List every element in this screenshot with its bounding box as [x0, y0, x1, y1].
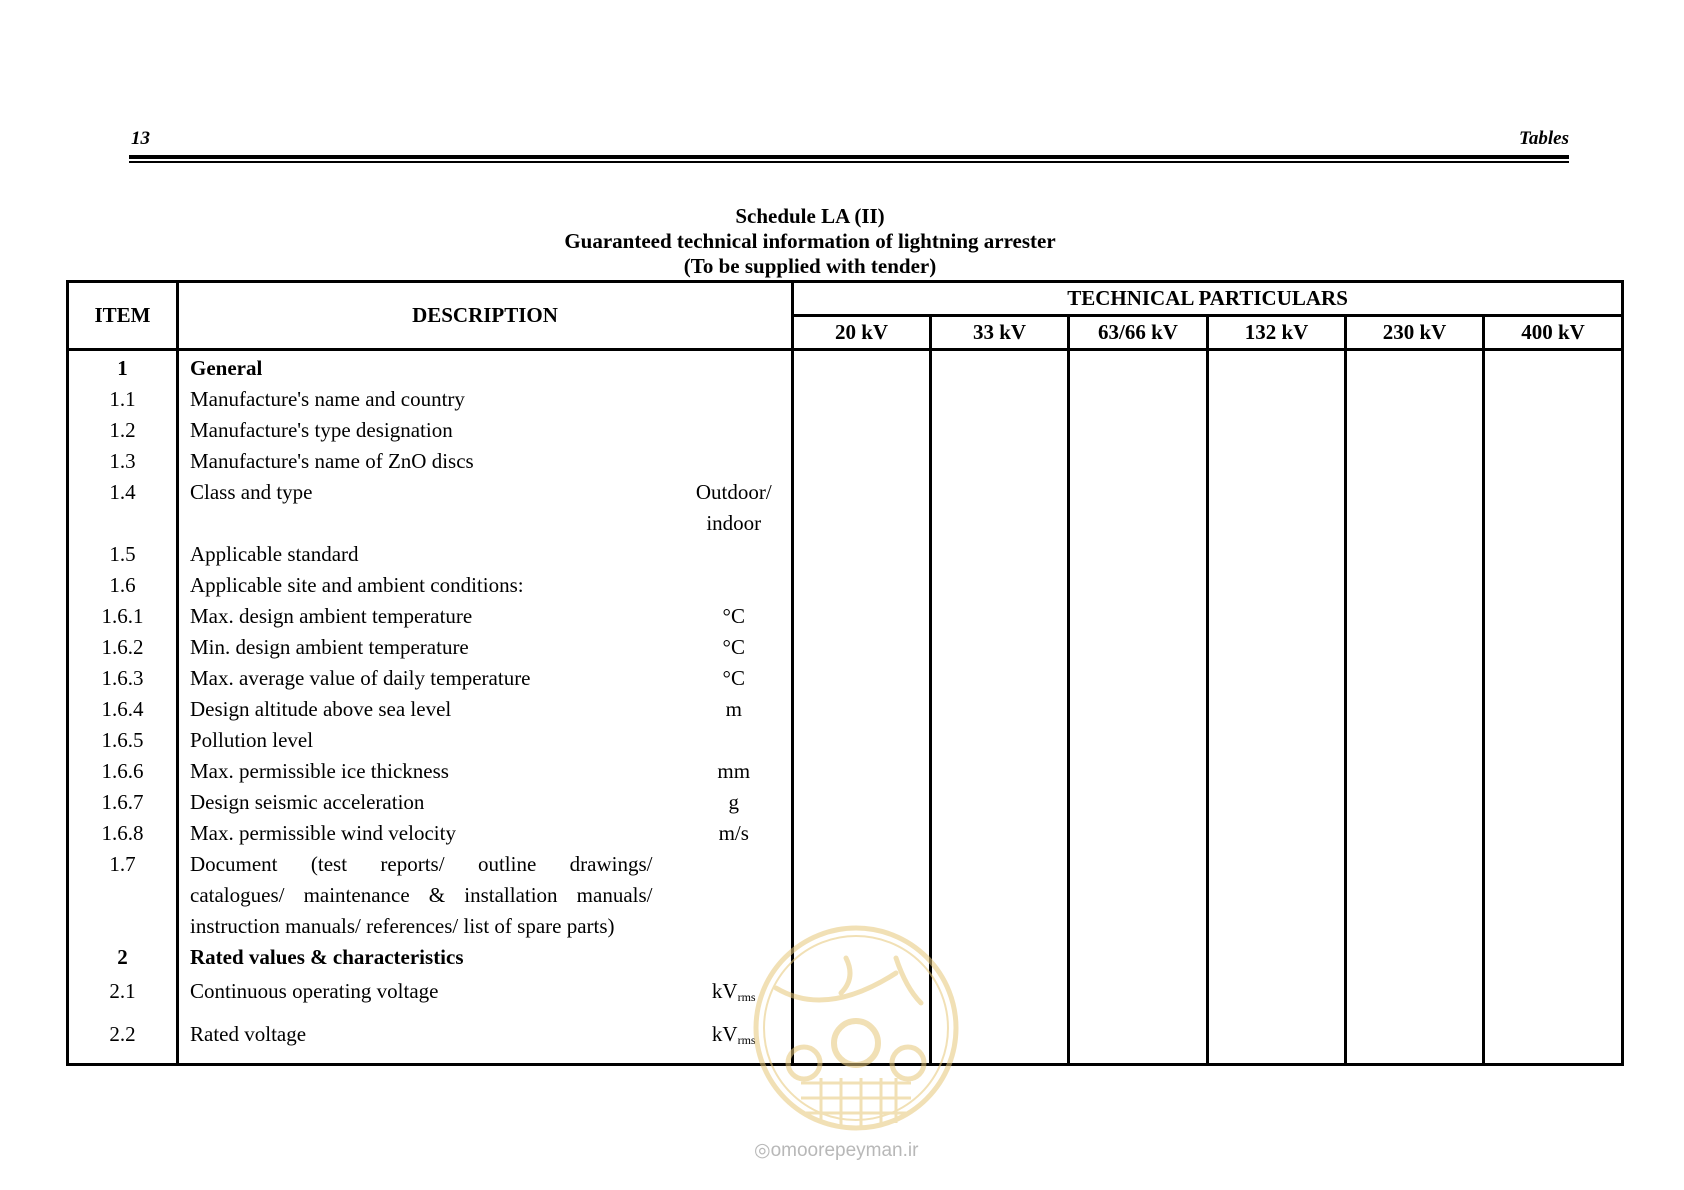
technical-value-cell[interactable] — [931, 725, 1069, 756]
technical-value-cell[interactable] — [1069, 942, 1208, 973]
item-unit: m — [725, 697, 742, 721]
technical-value-cell[interactable] — [1346, 694, 1484, 725]
technical-value-cell[interactable] — [1208, 787, 1346, 818]
technical-value-cell[interactable] — [793, 477, 931, 539]
technical-value-cell[interactable] — [1208, 663, 1346, 694]
technical-value-cell[interactable] — [1346, 384, 1484, 415]
technical-value-cell[interactable] — [1069, 818, 1208, 849]
table-row — [68, 570, 1623, 601]
item-number: 1.6 — [68, 570, 178, 601]
technical-value-cell[interactable] — [1208, 601, 1346, 632]
technical-value-cell[interactable] — [1484, 1016, 1623, 1065]
item-number: 1.2 — [68, 415, 178, 446]
technical-value-cell[interactable] — [1346, 601, 1484, 632]
technical-value-cell[interactable] — [1069, 384, 1208, 415]
technical-value-cell[interactable] — [1484, 415, 1623, 446]
technical-value-cell[interactable] — [1208, 570, 1346, 601]
technical-value-cell[interactable] — [1346, 1016, 1484, 1065]
table-row — [68, 446, 1623, 477]
item-description: Continuous operating voltage — [178, 973, 677, 1016]
column-header-voltage: 20 kV — [793, 316, 931, 350]
technical-value-cell[interactable] — [1346, 849, 1484, 942]
technical-value-cell[interactable] — [1208, 725, 1346, 756]
technical-value-cell[interactable] — [793, 539, 931, 570]
column-header-voltage: 400 kV — [1484, 316, 1623, 350]
item-unit — [677, 539, 793, 570]
table-row — [68, 787, 1623, 818]
column-header-voltage: 33 kV — [931, 316, 1069, 350]
item-description: General — [178, 350, 677, 385]
technical-value-cell[interactable] — [931, 632, 1069, 663]
item-number: 1.6.6 — [68, 756, 178, 787]
technical-value-cell[interactable] — [793, 756, 931, 787]
technical-value-cell[interactable] — [793, 601, 931, 632]
item-description: Max. design ambient temperature — [178, 601, 677, 632]
technical-value-cell[interactable] — [1484, 787, 1623, 818]
unit-text: kV — [711, 1022, 738, 1046]
technical-value-cell[interactable] — [1069, 849, 1208, 942]
table-row — [68, 539, 1623, 570]
item-description: Pollution level — [178, 725, 677, 756]
table-row — [68, 725, 1623, 756]
technical-value-cell[interactable] — [1346, 446, 1484, 477]
technical-value-cell[interactable] — [1069, 446, 1208, 477]
technical-value-cell[interactable] — [931, 818, 1069, 849]
page-number: 13 — [131, 128, 150, 149]
table-row — [68, 663, 1623, 694]
technical-value-cell[interactable] — [1208, 1016, 1346, 1065]
item-unit: g — [728, 790, 739, 814]
item-number: 2.2 — [68, 1016, 178, 1065]
item-number: 1.6.8 — [68, 818, 178, 849]
page-header — [131, 128, 1569, 148]
technical-value-cell[interactable] — [931, 663, 1069, 694]
header-rule-thin — [129, 161, 1569, 163]
item-unit — [677, 570, 793, 601]
technical-value-cell[interactable] — [1346, 942, 1484, 973]
technical-value-cell[interactable] — [1069, 477, 1208, 539]
item-number: 1.7 — [68, 849, 178, 942]
item-description: Design seismic acceleration — [178, 787, 677, 818]
schedule-title — [0, 204, 1620, 279]
technical-value-cell[interactable] — [1208, 384, 1346, 415]
item-unit — [677, 384, 793, 415]
technical-value-cell[interactable] — [931, 756, 1069, 787]
technical-value-cell[interactable] — [1484, 632, 1623, 663]
technical-value-cell[interactable] — [1484, 694, 1623, 725]
technical-value-cell[interactable] — [793, 350, 931, 385]
technical-value-cell[interactable] — [793, 694, 931, 725]
technical-value-cell[interactable] — [793, 725, 931, 756]
technical-value-cell[interactable] — [1346, 725, 1484, 756]
technical-value-cell[interactable] — [1208, 632, 1346, 663]
item-unit: °C — [722, 604, 745, 628]
technical-value-cell[interactable] — [1346, 350, 1484, 385]
technical-value-cell[interactable] — [1484, 446, 1623, 477]
technical-value-cell[interactable] — [931, 415, 1069, 446]
technical-value-cell[interactable] — [1484, 601, 1623, 632]
technical-value-cell[interactable] — [1208, 694, 1346, 725]
item-number: 1.1 — [68, 384, 178, 415]
technical-value-cell[interactable] — [1069, 787, 1208, 818]
technical-value-cell[interactable] — [1069, 973, 1208, 1016]
page-section-title: Tables — [1519, 128, 1569, 149]
technical-value-cell[interactable] — [1208, 849, 1346, 942]
technical-value-cell[interactable] — [1208, 973, 1346, 1016]
item-description — [178, 849, 677, 942]
watermark-url: ◎omoorepeyman.ir — [754, 1140, 919, 1161]
technical-value-cell[interactable] — [1346, 663, 1484, 694]
technical-value-cell[interactable] — [793, 632, 931, 663]
technical-value-cell[interactable] — [931, 350, 1069, 385]
technical-value-cell[interactable] — [1484, 384, 1623, 415]
item-unit — [677, 446, 793, 477]
technical-value-cell[interactable] — [1346, 756, 1484, 787]
header-rule — [129, 155, 1569, 159]
unit-subscript: rms — [737, 1033, 756, 1047]
table-row — [68, 756, 1623, 787]
column-group-technical-particulars: TECHNICAL PARTICULARS — [793, 282, 1623, 316]
column-header-description: DESCRIPTION — [178, 282, 793, 350]
technical-value-cell[interactable] — [1484, 849, 1623, 942]
technical-value-cell[interactable] — [1208, 818, 1346, 849]
item-description: Rated voltage — [178, 1016, 677, 1065]
technical-value-cell[interactable] — [1484, 570, 1623, 601]
technical-value-cell[interactable] — [793, 446, 931, 477]
technical-value-cell[interactable] — [793, 663, 931, 694]
technical-value-cell[interactable] — [1069, 601, 1208, 632]
table-row — [68, 350, 1623, 385]
technical-value-cell[interactable] — [1208, 477, 1346, 539]
unit-line: indoor — [706, 511, 762, 535]
technical-value-cell[interactable] — [793, 384, 931, 415]
unit-line: Outdoor/ — [695, 480, 772, 504]
table-row — [68, 415, 1623, 446]
technical-value-cell[interactable] — [1069, 415, 1208, 446]
technical-value-cell[interactable] — [1069, 350, 1208, 385]
column-header-item: ITEM — [68, 282, 178, 350]
table-row — [68, 632, 1623, 663]
technical-value-cell[interactable] — [1069, 1016, 1208, 1065]
item-description: Max. permissible ice thickness — [178, 756, 677, 787]
table-row — [68, 384, 1623, 415]
item-number: 1.6.5 — [68, 725, 178, 756]
item-number: 1.3 — [68, 446, 178, 477]
item-unit — [677, 350, 793, 385]
technical-value-cell[interactable] — [1484, 725, 1623, 756]
description-line: Document (test reports/ outline drawings/ — [190, 852, 653, 876]
technical-value-cell[interactable] — [1484, 350, 1623, 385]
technical-value-cell[interactable] — [1484, 818, 1623, 849]
technical-value-cell[interactable] — [793, 570, 931, 601]
technical-value-cell[interactable] — [793, 818, 931, 849]
technical-value-cell[interactable] — [1069, 756, 1208, 787]
technical-value-cell[interactable] — [1069, 694, 1208, 725]
technical-value-cell[interactable] — [931, 446, 1069, 477]
seal-watermark — [746, 918, 966, 1138]
technical-value-cell[interactable] — [931, 539, 1069, 570]
technical-value-cell[interactable] — [1484, 973, 1623, 1016]
technical-value-cell[interactable] — [1069, 539, 1208, 570]
title-line-3: (To be supplied with tender) — [683, 254, 937, 278]
item-number: 1.6.7 — [68, 787, 178, 818]
item-unit: mm — [717, 759, 751, 783]
technical-value-cell[interactable] — [1069, 570, 1208, 601]
item-unit: °C — [722, 666, 745, 690]
item-unit — [677, 477, 793, 539]
item-description: Min. design ambient temperature — [178, 632, 677, 663]
item-description: Rated values & characteristics — [178, 942, 677, 973]
item-number: 1.6.4 — [68, 694, 178, 725]
item-description: Manufacture's name of ZnO discs — [178, 446, 677, 477]
table-row — [68, 694, 1623, 725]
item-number: 1 — [68, 350, 178, 385]
technical-value-cell[interactable] — [1484, 539, 1623, 570]
item-unit — [677, 415, 793, 446]
item-description: Applicable standard — [178, 539, 677, 570]
column-header-voltage: 230 kV — [1346, 316, 1484, 350]
technical-value-cell[interactable] — [931, 694, 1069, 725]
technical-value-cell[interactable] — [1069, 632, 1208, 663]
description-line: instruction manuals/ references/ list of spare parts) — [190, 914, 615, 938]
technical-value-cell[interactable] — [793, 415, 931, 446]
table-row — [68, 818, 1623, 849]
technical-value-cell[interactable] — [931, 384, 1069, 415]
technical-value-cell[interactable] — [1346, 539, 1484, 570]
item-description: Applicable site and ambient conditions: — [178, 570, 677, 601]
item-unit — [677, 725, 793, 756]
technical-value-cell[interactable] — [1346, 415, 1484, 446]
technical-value-cell[interactable] — [1484, 477, 1623, 539]
unit-subscript: rms — [737, 990, 756, 1004]
technical-value-cell[interactable] — [1208, 350, 1346, 385]
item-number: 1.6.2 — [68, 632, 178, 663]
item-description: Manufacture's type designation — [178, 415, 677, 446]
technical-value-cell[interactable] — [1484, 756, 1623, 787]
item-unit: m/s — [718, 821, 749, 845]
item-description: Manufacture's name and country — [178, 384, 677, 415]
table-row — [68, 601, 1623, 632]
technical-value-cell[interactable] — [1484, 663, 1623, 694]
technical-value-cell[interactable] — [1346, 818, 1484, 849]
technical-value-cell[interactable] — [1208, 415, 1346, 446]
item-description: Max. average value of daily temperature — [178, 663, 677, 694]
technical-value-cell[interactable] — [1069, 725, 1208, 756]
technical-value-cell[interactable] — [1346, 570, 1484, 601]
item-description: Max. permissible wind velocity — [178, 818, 677, 849]
item-number: 1.5 — [68, 539, 178, 570]
table-row — [68, 477, 1623, 539]
description-line: catalogues/ maintenance & installation manuals/ — [190, 883, 653, 907]
item-description: Class and type — [178, 477, 677, 539]
technical-value-cell[interactable] — [1484, 942, 1623, 973]
column-header-voltage: 63/66 kV — [1069, 316, 1208, 350]
technical-value-cell[interactable] — [1069, 663, 1208, 694]
technical-value-cell[interactable] — [931, 477, 1069, 539]
technical-value-cell[interactable] — [1208, 539, 1346, 570]
unit-text: kV — [711, 979, 738, 1003]
technical-value-cell[interactable] — [1208, 446, 1346, 477]
technical-value-cell[interactable] — [793, 787, 931, 818]
item-number: 2 — [68, 942, 178, 973]
item-unit: °C — [722, 635, 745, 659]
item-number: 1.6.1 — [68, 601, 178, 632]
technical-value-cell[interactable] — [1346, 477, 1484, 539]
technical-value-cell[interactable] — [931, 570, 1069, 601]
title-line-1: Schedule LA (II) — [735, 204, 885, 228]
technical-value-cell[interactable] — [1208, 756, 1346, 787]
technical-value-cell[interactable] — [1346, 787, 1484, 818]
technical-value-cell[interactable] — [931, 601, 1069, 632]
technical-value-cell[interactable] — [1208, 942, 1346, 973]
technical-value-cell[interactable] — [931, 787, 1069, 818]
item-number: 1.6.3 — [68, 663, 178, 694]
item-description: Design altitude above sea level — [178, 694, 677, 725]
technical-value-cell[interactable] — [1346, 632, 1484, 663]
technical-value-cell[interactable] — [1346, 973, 1484, 1016]
column-header-voltage: 132 kV — [1208, 316, 1346, 350]
title-line-2: Guaranteed technical information of lightning arrester — [564, 229, 1056, 253]
item-number: 2.1 — [68, 973, 178, 1016]
item-number: 1.4 — [68, 477, 178, 539]
